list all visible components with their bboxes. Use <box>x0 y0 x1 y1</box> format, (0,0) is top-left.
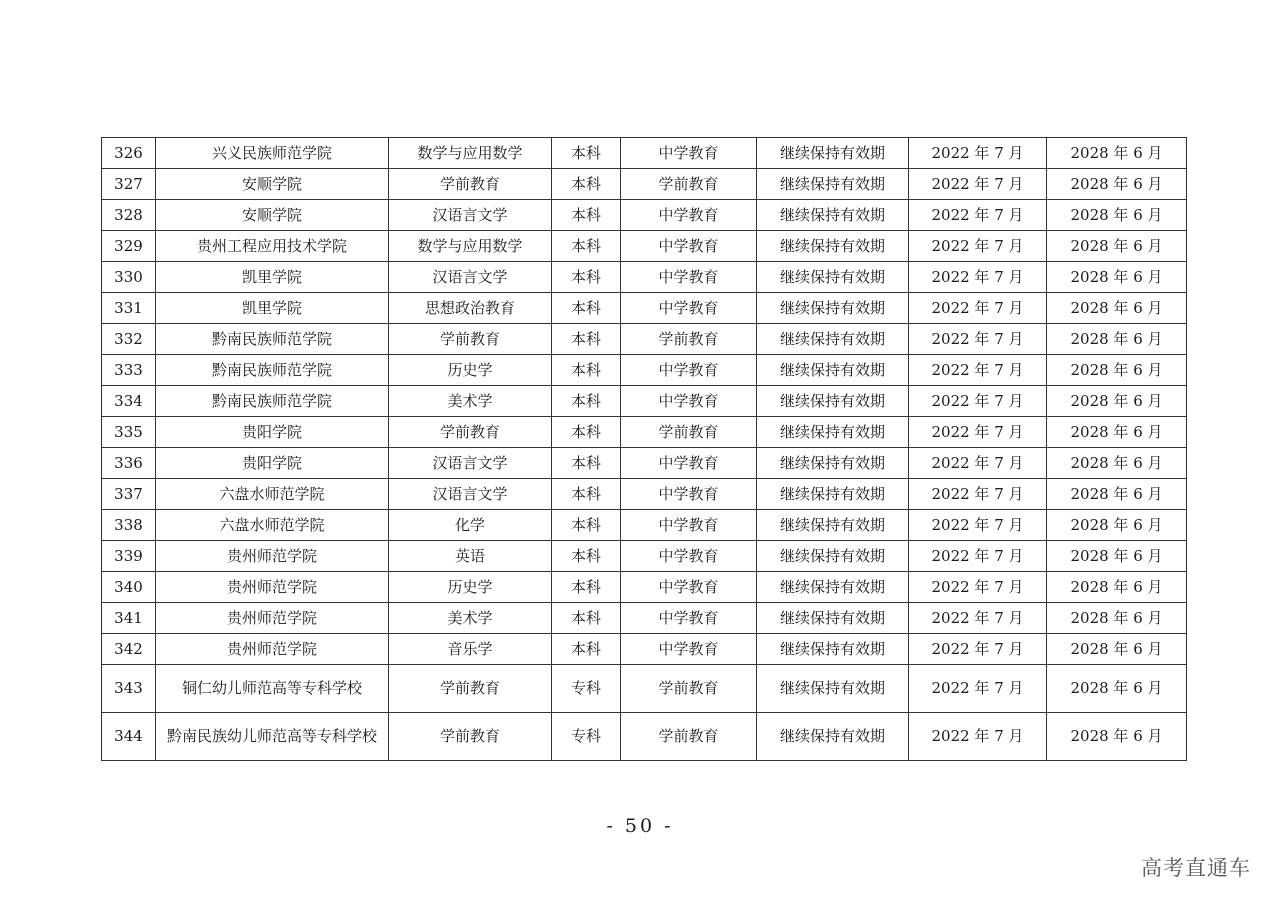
cell-school: 铜仁幼儿师范高等专科学校 <box>156 665 389 713</box>
cell-end-date: 2028 年 6 月 <box>1047 262 1187 293</box>
cell-level: 本科 <box>552 479 621 510</box>
cell-category: 中学教育 <box>621 510 757 541</box>
cell-start-date: 2022 年 7 月 <box>909 386 1047 417</box>
cell-start-date: 2022 年 7 月 <box>909 324 1047 355</box>
cell-result: 继续保持有效期 <box>757 417 909 448</box>
cell-category: 学前教育 <box>621 169 757 200</box>
cell-level: 本科 <box>552 138 621 169</box>
cell-major: 汉语言文学 <box>389 200 552 231</box>
cell-number: 339 <box>102 541 156 572</box>
cell-major: 化学 <box>389 510 552 541</box>
cell-category: 中学教育 <box>621 541 757 572</box>
cell-start-date: 2022 年 7 月 <box>909 448 1047 479</box>
cell-school: 凯里学院 <box>156 293 389 324</box>
cell-number: 338 <box>102 510 156 541</box>
cell-number: 330 <box>102 262 156 293</box>
cell-number: 332 <box>102 324 156 355</box>
cell-end-date: 2028 年 6 月 <box>1047 541 1187 572</box>
cell-major: 学前教育 <box>389 417 552 448</box>
cell-level: 本科 <box>552 417 621 448</box>
table-row <box>102 665 1187 713</box>
cell-end-date: 2028 年 6 月 <box>1047 572 1187 603</box>
cell-end-date: 2028 年 6 月 <box>1047 138 1187 169</box>
cell-major: 数学与应用数学 <box>389 138 552 169</box>
cell-end-date: 2028 年 6 月 <box>1047 417 1187 448</box>
cell-major: 美术学 <box>389 386 552 417</box>
watermark-text: 高考直通车 <box>1141 856 1251 880</box>
cell-level: 本科 <box>552 262 621 293</box>
cell-end-date: 2028 年 6 月 <box>1047 634 1187 665</box>
cell-start-date: 2022 年 7 月 <box>909 510 1047 541</box>
cell-school: 六盘水师范学院 <box>156 479 389 510</box>
cell-major: 思想政治教育 <box>389 293 552 324</box>
table-row <box>102 138 1187 169</box>
cell-school: 安顺学院 <box>156 169 389 200</box>
table-row <box>102 634 1187 665</box>
table-row <box>102 541 1187 572</box>
cell-result: 继续保持有效期 <box>757 713 909 761</box>
table-row <box>102 510 1187 541</box>
cell-level: 本科 <box>552 634 621 665</box>
cell-number: 331 <box>102 293 156 324</box>
cell-major: 音乐学 <box>389 634 552 665</box>
cell-category: 中学教育 <box>621 479 757 510</box>
cell-start-date: 2022 年 7 月 <box>909 169 1047 200</box>
cell-start-date: 2022 年 7 月 <box>909 603 1047 634</box>
cell-end-date: 2028 年 6 月 <box>1047 713 1187 761</box>
cell-level: 本科 <box>552 200 621 231</box>
cell-category: 中学教育 <box>621 448 757 479</box>
cell-school: 贵州师范学院 <box>156 572 389 603</box>
cell-school: 黔南民族师范学院 <box>156 355 389 386</box>
table-row <box>102 479 1187 510</box>
cell-category: 中学教育 <box>621 293 757 324</box>
cell-school: 贵州师范学院 <box>156 541 389 572</box>
cell-end-date: 2028 年 6 月 <box>1047 603 1187 634</box>
cell-level: 本科 <box>552 572 621 603</box>
cell-major: 历史学 <box>389 355 552 386</box>
cell-school: 黔南民族师范学院 <box>156 386 389 417</box>
cell-result: 继续保持有效期 <box>757 448 909 479</box>
cell-school: 贵州师范学院 <box>156 603 389 634</box>
cell-major: 汉语言文学 <box>389 448 552 479</box>
cell-end-date: 2028 年 6 月 <box>1047 200 1187 231</box>
cell-level: 专科 <box>552 713 621 761</box>
cell-category: 中学教育 <box>621 200 757 231</box>
cell-level: 本科 <box>552 293 621 324</box>
cell-major: 数学与应用数学 <box>389 231 552 262</box>
cell-category: 中学教育 <box>621 138 757 169</box>
cell-end-date: 2028 年 6 月 <box>1047 510 1187 541</box>
cell-result: 继续保持有效期 <box>757 603 909 634</box>
cell-start-date: 2022 年 7 月 <box>909 293 1047 324</box>
cell-major: 美术学 <box>389 603 552 634</box>
cell-end-date: 2028 年 6 月 <box>1047 386 1187 417</box>
cell-school: 六盘水师范学院 <box>156 510 389 541</box>
table-row <box>102 324 1187 355</box>
cell-number: 342 <box>102 634 156 665</box>
cell-number: 336 <box>102 448 156 479</box>
cell-level: 本科 <box>552 603 621 634</box>
cell-result: 继续保持有效期 <box>757 510 909 541</box>
cell-school: 贵阳学院 <box>156 448 389 479</box>
cell-number: 340 <box>102 572 156 603</box>
cell-start-date: 2022 年 7 月 <box>909 479 1047 510</box>
cell-number: 341 <box>102 603 156 634</box>
cell-number: 343 <box>102 665 156 713</box>
cell-start-date: 2022 年 7 月 <box>909 665 1047 713</box>
cell-end-date: 2028 年 6 月 <box>1047 231 1187 262</box>
cell-start-date: 2022 年 7 月 <box>909 541 1047 572</box>
table-row <box>102 572 1187 603</box>
cell-school: 贵阳学院 <box>156 417 389 448</box>
cell-school: 兴义民族师范学院 <box>156 138 389 169</box>
table-row <box>102 417 1187 448</box>
table-row <box>102 386 1187 417</box>
cell-number: 335 <box>102 417 156 448</box>
cell-category: 中学教育 <box>621 231 757 262</box>
cell-school: 安顺学院 <box>156 200 389 231</box>
cell-major: 英语 <box>389 541 552 572</box>
cell-result: 继续保持有效期 <box>757 200 909 231</box>
cell-level: 本科 <box>552 169 621 200</box>
cell-number: 337 <box>102 479 156 510</box>
cell-start-date: 2022 年 7 月 <box>909 200 1047 231</box>
cell-start-date: 2022 年 7 月 <box>909 138 1047 169</box>
cell-level: 本科 <box>552 448 621 479</box>
cell-start-date: 2022 年 7 月 <box>909 713 1047 761</box>
cell-result: 继续保持有效期 <box>757 293 909 324</box>
table-row <box>102 603 1187 634</box>
cell-result: 继续保持有效期 <box>757 541 909 572</box>
table-row <box>102 169 1187 200</box>
cell-result: 继续保持有效期 <box>757 634 909 665</box>
table-row <box>102 355 1187 386</box>
cell-level: 专科 <box>552 665 621 713</box>
cell-result: 继续保持有效期 <box>757 572 909 603</box>
cell-number: 329 <box>102 231 156 262</box>
table-row <box>102 200 1187 231</box>
cell-school: 凯里学院 <box>156 262 389 293</box>
cell-category: 学前教育 <box>621 713 757 761</box>
cell-school: 贵州工程应用技术学院 <box>156 231 389 262</box>
cell-level: 本科 <box>552 510 621 541</box>
table-row <box>102 293 1187 324</box>
cell-major: 学前教育 <box>389 713 552 761</box>
cell-end-date: 2028 年 6 月 <box>1047 355 1187 386</box>
cell-major: 学前教育 <box>389 324 552 355</box>
cell-result: 继续保持有效期 <box>757 479 909 510</box>
cell-major: 历史学 <box>389 572 552 603</box>
cell-school: 贵州师范学院 <box>156 634 389 665</box>
page-number: - 50 - <box>606 815 674 837</box>
cell-result: 继续保持有效期 <box>757 138 909 169</box>
cell-result: 继续保持有效期 <box>757 169 909 200</box>
cell-number: 344 <box>102 713 156 761</box>
cell-end-date: 2028 年 6 月 <box>1047 324 1187 355</box>
cell-number: 334 <box>102 386 156 417</box>
cell-major: 汉语言文学 <box>389 262 552 293</box>
cell-level: 本科 <box>552 386 621 417</box>
table-row <box>102 262 1187 293</box>
table-row <box>102 448 1187 479</box>
cell-major: 学前教育 <box>389 665 552 713</box>
cell-level: 本科 <box>552 355 621 386</box>
cell-school: 黔南民族幼儿师范高等专科学校 <box>156 713 389 761</box>
cell-result: 继续保持有效期 <box>757 262 909 293</box>
cell-level: 本科 <box>552 541 621 572</box>
cell-end-date: 2028 年 6 月 <box>1047 479 1187 510</box>
cell-number: 333 <box>102 355 156 386</box>
table-body <box>102 138 1187 761</box>
cell-category: 学前教育 <box>621 324 757 355</box>
cell-level: 本科 <box>552 231 621 262</box>
cell-number: 327 <box>102 169 156 200</box>
cell-school: 黔南民族师范学院 <box>156 324 389 355</box>
cell-category: 学前教育 <box>621 417 757 448</box>
cell-start-date: 2022 年 7 月 <box>909 262 1047 293</box>
cell-number: 326 <box>102 138 156 169</box>
cell-category: 学前教育 <box>621 665 757 713</box>
table-row <box>102 713 1187 761</box>
cell-result: 继续保持有效期 <box>757 386 909 417</box>
table-row <box>102 231 1187 262</box>
cell-major: 学前教育 <box>389 169 552 200</box>
cell-category: 中学教育 <box>621 262 757 293</box>
cell-end-date: 2028 年 6 月 <box>1047 293 1187 324</box>
cell-start-date: 2022 年 7 月 <box>909 355 1047 386</box>
cell-start-date: 2022 年 7 月 <box>909 572 1047 603</box>
cell-category: 中学教育 <box>621 603 757 634</box>
cell-start-date: 2022 年 7 月 <box>909 231 1047 262</box>
cell-major: 汉语言文学 <box>389 479 552 510</box>
certification-table <box>101 137 1187 761</box>
cell-start-date: 2022 年 7 月 <box>909 634 1047 665</box>
cell-end-date: 2028 年 6 月 <box>1047 665 1187 713</box>
cell-category: 中学教育 <box>621 386 757 417</box>
cell-result: 继续保持有效期 <box>757 324 909 355</box>
cell-category: 中学教育 <box>621 572 757 603</box>
cell-result: 继续保持有效期 <box>757 231 909 262</box>
cell-number: 328 <box>102 200 156 231</box>
cell-result: 继续保持有效期 <box>757 355 909 386</box>
cell-category: 中学教育 <box>621 355 757 386</box>
cell-end-date: 2028 年 6 月 <box>1047 169 1187 200</box>
cell-end-date: 2028 年 6 月 <box>1047 448 1187 479</box>
cell-start-date: 2022 年 7 月 <box>909 417 1047 448</box>
cell-level: 本科 <box>552 324 621 355</box>
cell-result: 继续保持有效期 <box>757 665 909 713</box>
cell-category: 中学教育 <box>621 634 757 665</box>
